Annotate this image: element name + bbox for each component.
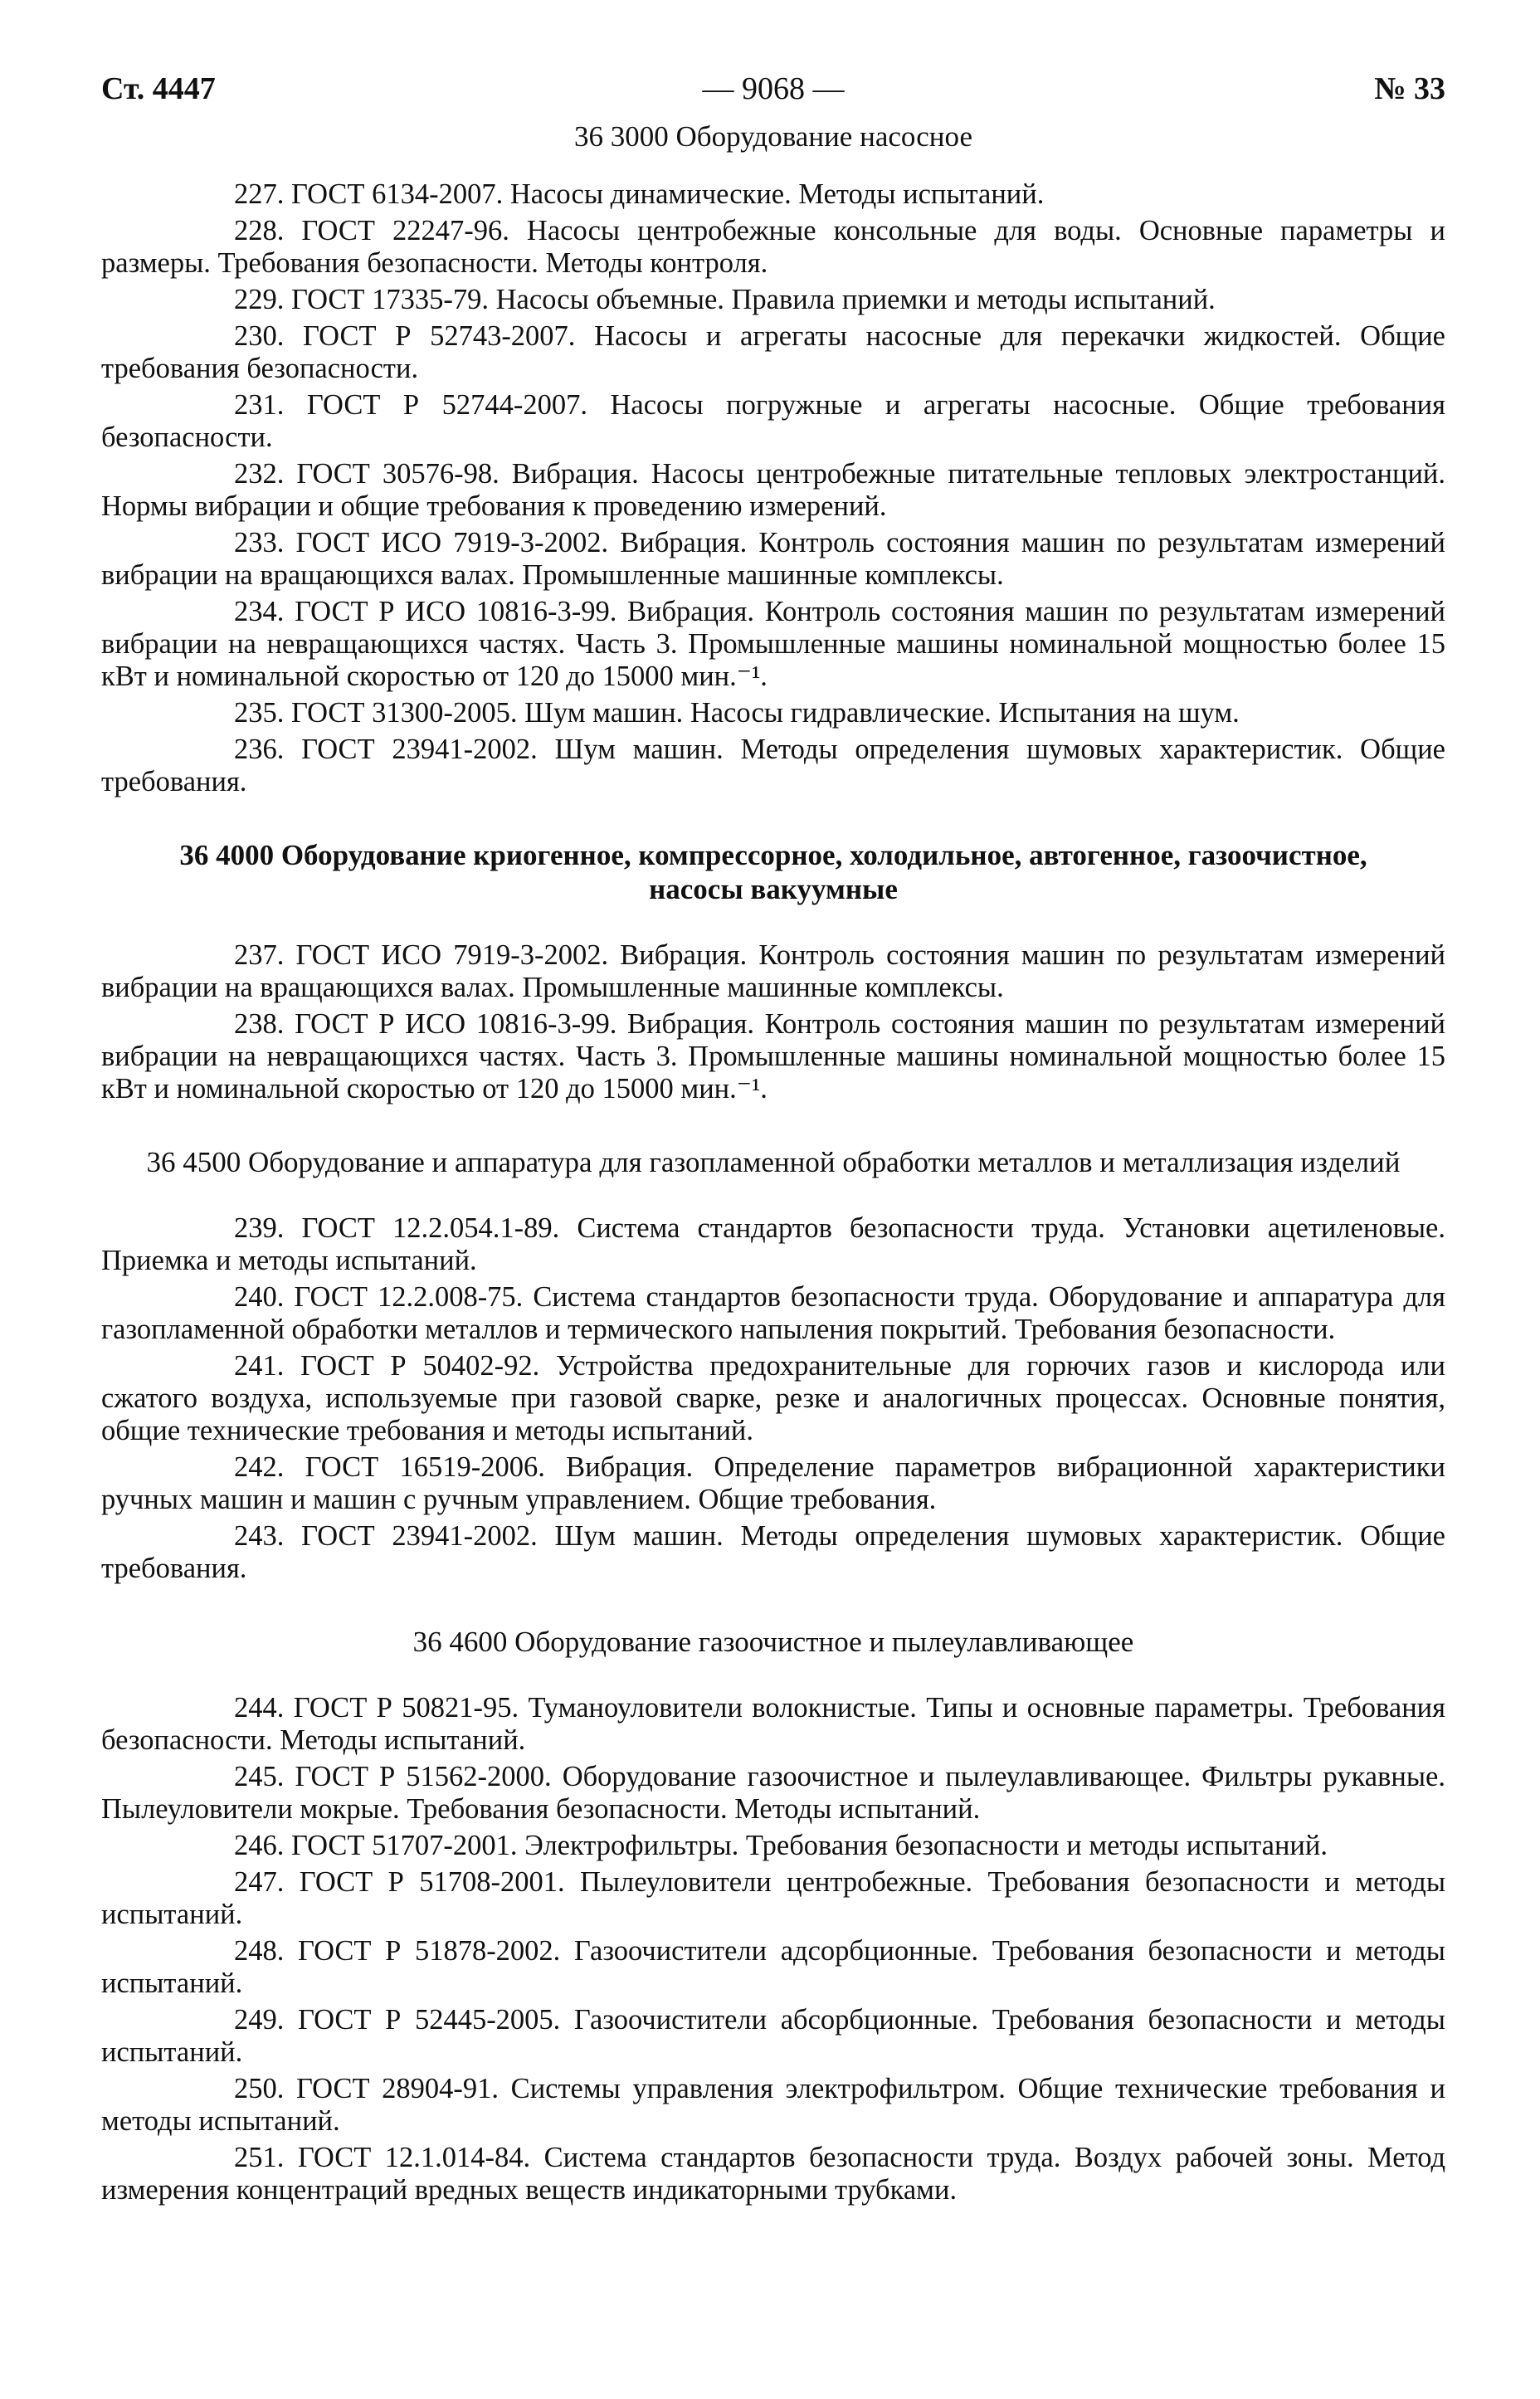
section-entries [101, 178, 1445, 798]
standard-entry: 238. ГОСТ Р ИСО 10816-3-99. Вибрация. Контроль состояния машин по результатам измерений вибрации на невращающихся частях. Часть 3. Промышленные машины номинальной мощностью более 15 кВт и номинальной скоростью от 120 до 15000 мин.⁻¹. [101, 1008, 1445, 1104]
standard-entry: 233. ГОСТ ИСО 7919-3-2002. Вибрация. Контроль состояния машин по результатам измерений вибрации на вращающихся валах. Промышленные машинные комплексы. [101, 527, 1445, 591]
standard-entry: 237. ГОСТ ИСО 7919-3-2002. Вибрация. Контроль состояния машин по результатам измерений вибрации на вращающихся валах. Промышленные машинные комплексы. [101, 939, 1445, 1003]
header-page-number: — 9068 — [702, 71, 845, 106]
standard-entry: 242. ГОСТ 16519-2006. Вибрация. Определение параметров вибрационной характеристики ручных машин и машин с ручным управлением. Общие требования. [101, 1451, 1445, 1515]
standard-entry: 240. ГОСТ 12.2.008-75. Система стандартов безопасности труда. Оборудование и аппаратура для газопламенной обработки металлов и термического напыления покрытий. Требования безопасности. [101, 1281, 1445, 1345]
standard-entry: 231. ГОСТ Р 52744-2007. Насосы погружные и агрегаты насосные. Общие требования безопасности. [101, 389, 1445, 453]
standard-entry: 227. ГОСТ 6134-2007. Насосы динамические. Методы испытаний. [234, 178, 1045, 210]
standard-entry: 236. ГОСТ 23941-2002. Шум машин. Методы определения шумовых характеристик. Общие требования. [101, 734, 1445, 797]
standard-entry: 249. ГОСТ Р 52445-2005. Газоочистители абсорбционные. Требования безопасности и методы испытаний. [101, 2004, 1445, 2068]
standard-entry: 228. ГОСТ 22247-96. Насосы центробежные консольные для воды. Основные параметры и размеры. Требования безопасности. Методы контроля. [101, 215, 1445, 279]
standard-entry: 234. ГОСТ Р ИСО 10816-3-99. Вибрация. Контроль состояния машин по результатам измерений вибрации на невращающихся частях. Часть 3. Промышленные машины номинальной мощностью более 15 кВт и номинальной скоростью от 120 до 15000 мин.⁻¹. [101, 596, 1445, 692]
standard-entry: 241. ГОСТ Р 50402-92. Устройства предохранительные для горючих газов и кислорода или сжатого воздуха, используемые при газовой сварке, резке и аналогичных процессах. Основные понятия, общие технические требования и методы испытаний. [101, 1350, 1445, 1446]
section-title: 36 4600 Оборудование газоочистное и пылеулавливающее [412, 1626, 1134, 1658]
standard-entry: 246. ГОСТ 51707-2001. Электрофильтры. Требования безопасности и методы испытаний. [234, 1830, 1328, 1861]
standard-entry: 243. ГОСТ 23941-2002. Шум машин. Методы определения шумовых характеристик. Общие требования. [101, 1520, 1445, 1584]
standard-entry: 250. ГОСТ 28904-91. Системы управления электрофильтром. Общие технические требования и методы испытаний. [101, 2073, 1445, 2137]
standard-entry: 230. ГОСТ Р 52743-2007. Насосы и агрегаты насосные для перекачки жидкостей. Общие требования безопасности. [101, 320, 1445, 384]
standard-entry: 235. ГОСТ 31300-2005. Шум машин. Насосы гидравлические. Испытания на шум. [234, 697, 1240, 729]
standard-entry: 244. ГОСТ Р 50821-95. Туманоуловители волокнистые. Типы и основные параметры. Требования безопасности. Методы испытаний. [101, 1692, 1445, 1756]
standard-entry: 245. ГОСТ Р 51562-2000. Оборудование газоочистное и пылеулавливающее. Фильтры рукавные. Пылеуловители мокрые. Требования безопасности. Методы испытаний. [101, 1761, 1445, 1825]
header-issue-number: № 33 [1374, 71, 1445, 106]
standard-entry: 232. ГОСТ 30576-98. Вибрация. Насосы центробежные питательные тепловых электростанций. Нормы вибрации и общие требования к проведению измерений. [101, 458, 1445, 522]
header-article-number: Ст. 4447 [101, 71, 216, 106]
document-body [101, 119, 1445, 2206]
section-title: 36 4500 Оборудование и аппаратура для газопламенной обработки металлов и металлизация изделий [146, 1146, 1401, 1178]
standard-entry: 251. ГОСТ 12.1.014-84. Система стандартов безопасности труда. Воздух рабочей зоны. Метод измерения концентраций вредных веществ индикаторными трубками. [101, 2142, 1445, 2206]
section-entries [101, 939, 1445, 1105]
standard-entry: 247. ГОСТ Р 51708-2001. Пылеуловители центробежные. Требования безопасности и методы испытаний. [101, 1866, 1445, 1930]
standard-entry: 239. ГОСТ 12.2.054.1-89. Система стандартов безопасности труда. Установки ацетиленовые. Приемка и методы испытаний. [101, 1212, 1445, 1276]
standard-entry: 229. ГОСТ 17335-79. Насосы объемные. Правила приемки и методы испытаний. [234, 284, 1216, 315]
section-entries [101, 1212, 1445, 1585]
section-title: 36 4000 Оборудование криогенное, компрессорное, холодильное, автогенное, газоочистное, насосы вакуумные [179, 839, 1367, 905]
page-header [101, 73, 1445, 118]
section-entries [101, 1692, 1445, 2206]
section-title: 36 3000 Оборудование насосное [574, 120, 972, 153]
standard-entry: 248. ГОСТ Р 51878-2002. Газоочистители адсорбционные. Требования безопасности и методы испытаний. [101, 1935, 1445, 1999]
